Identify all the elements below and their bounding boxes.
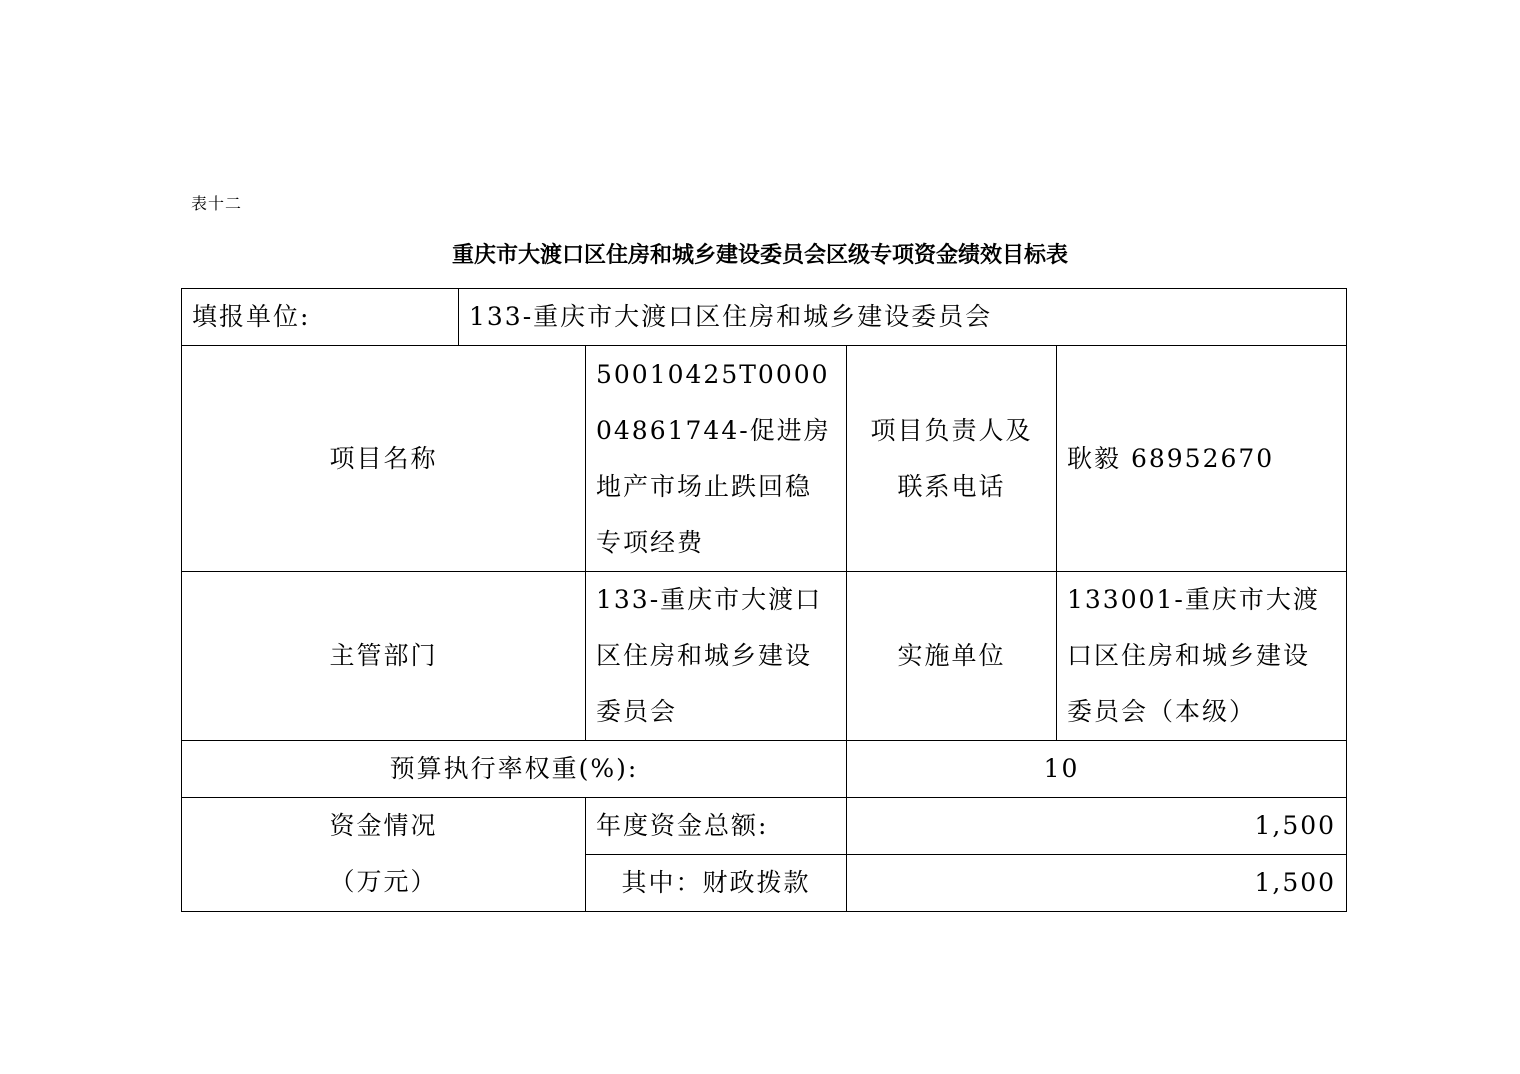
annual-value: 1,500	[847, 798, 1347, 855]
funds-label: 资金情况	[329, 811, 438, 840]
fiscal-label: 其中：财政拨款	[586, 855, 847, 912]
table-row	[182, 346, 1347, 572]
table-row	[182, 798, 1347, 855]
performance-target-table	[181, 288, 1347, 912]
table-number: 表十二	[191, 194, 243, 213]
impl-value: 133001-重庆市大渡口区住房和城乡建设委员会（本级）	[1057, 572, 1347, 741]
fiscal-value: 1,500	[847, 855, 1347, 912]
table-row	[182, 289, 1347, 346]
funds-label-cell	[182, 798, 586, 912]
dept-label: 主管部门	[182, 572, 586, 741]
weight-value: 10	[847, 741, 1347, 798]
weight-label: 预算执行率权重(%):	[182, 741, 847, 798]
project-name-value: 50010425T000004861744-促进房地产市场止跌回稳专项经费	[586, 346, 847, 572]
owner-label: 项目负责人及联系电话	[847, 346, 1057, 572]
table-row	[182, 572, 1347, 741]
impl-label: 实施单位	[847, 572, 1057, 741]
annual-label: 年度资金总额:	[586, 798, 847, 855]
project-name-label: 项目名称	[182, 346, 586, 572]
dept-value: 133-重庆市大渡口区住房和城乡建设委员会	[586, 572, 847, 741]
unit-label: 填报单位:	[182, 289, 459, 346]
unit-value: 133-重庆市大渡口区住房和城乡建设委员会	[459, 289, 1347, 346]
table-row	[182, 741, 1347, 798]
funds-unit: （万元）	[329, 867, 438, 896]
document-title: 重庆市大渡口区住房和城乡建设委员会区级专项资金绩效目标表	[451, 243, 1068, 268]
owner-value: 耿毅 68952670	[1057, 346, 1347, 572]
